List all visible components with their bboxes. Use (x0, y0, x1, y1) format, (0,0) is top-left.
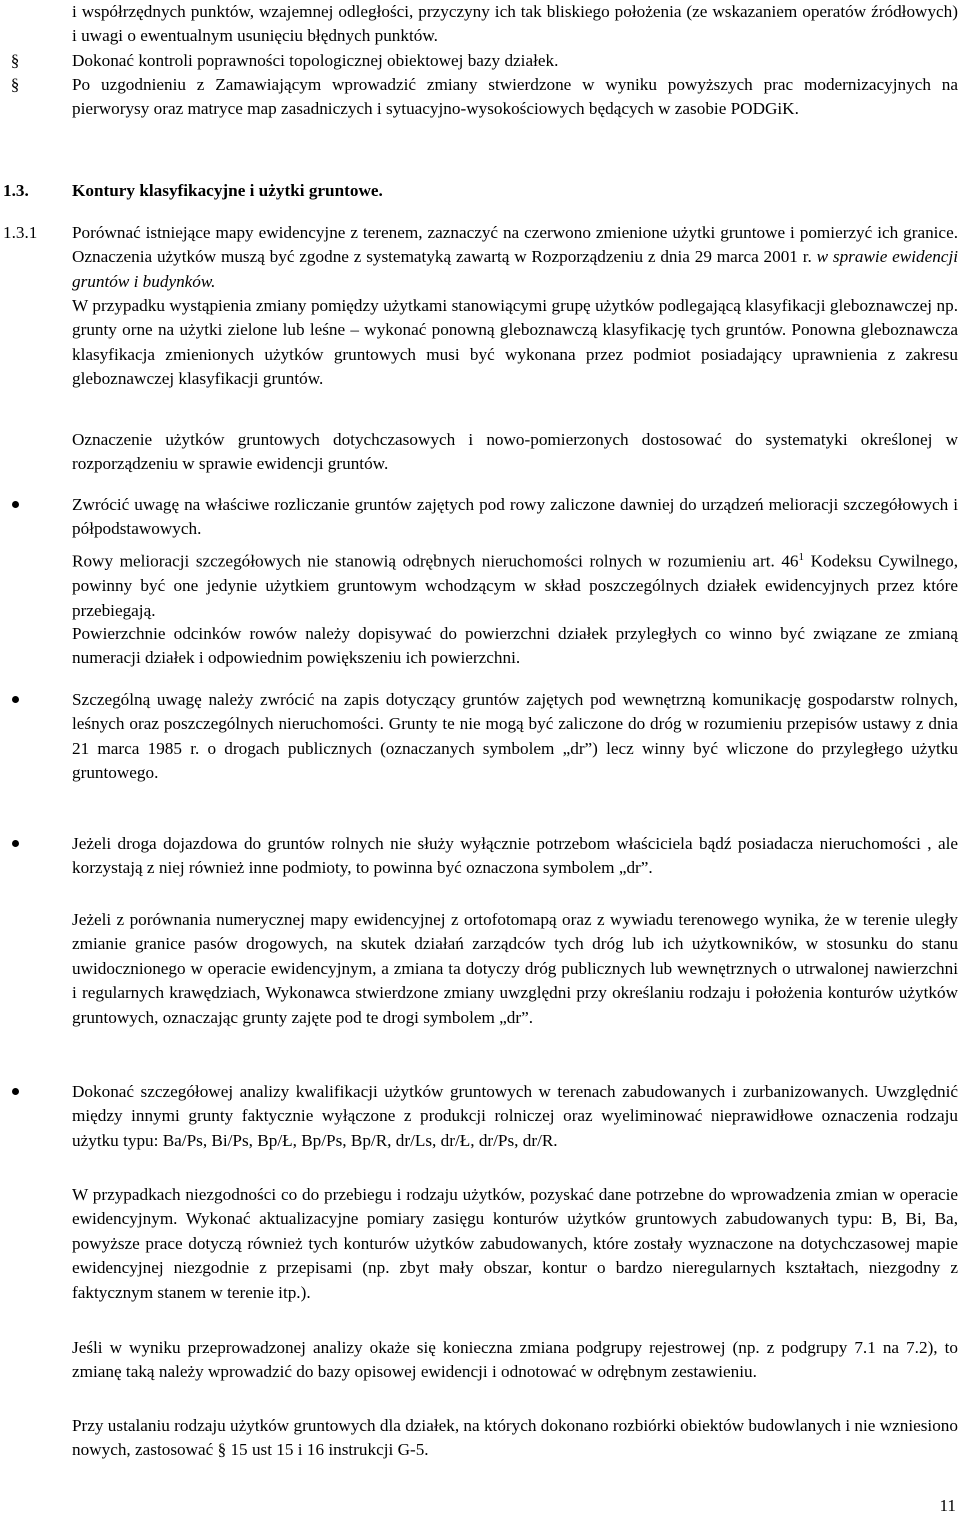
paragraph-discrepancies: W przypadkach niezgodności co do przebiegu i rodzaju użytków, pozyskać dane potrzebne do wprowadzenia zmian w operacie ewidencyjnym. Wykonać aktualizacyjne pomiary zasięgu konturów użytków gruntowych zabudowanych typu: B, Bi, Ba, powyższe prace dotyczą również tych konturów użytków zabudowanych, które zostały wyznaczone na dotychczasowej mapie ewidencyjnej niezgodnie z przepisami (np. zbyt mały obszar, kontur o bardzo nieregularnych kształtach, niezgodny z faktycznym stanem w terenie itp.). (72, 1185, 958, 1302)
paragraph-demolition: Przy ustalaniu rodzaju użytków gruntowych dla działek, na których dokonano rozbiórki obiektów budowlanych i nie wzniesiono nowych, zastosować § 15 ust 15 i 16 instrukcji G-5. (72, 1416, 958, 1460)
paragraph-compare-maps: Porównać istniejące mapy ewidencyjne z terenem, zaznaczyć na czerwono zmienione użytki gruntowe i pomierzyć ich granice. Oznaczenia użytków muszą być zgodne z systematyką zawartą w Rozporządzeniu z dnia 29 marca 2001 r. w sprawie ewidencji gruntów i budynków. (72, 223, 958, 291)
section-sign-marker: § (10, 51, 20, 70)
paragraph-register-subgroup: Jeśli w wyniku przeprowadzonej analizy okaże się konieczna zmiana podgrupy rejestrowej (np. z podgrupy 7.1 na 7.2), to zmianę taką należy wprowadzić do bazy opisowej ewidencji i odnotować w odrębnym zestawieniu. (72, 1338, 958, 1382)
bullet-icon (4, 688, 26, 703)
paragraph-ditches-ownership: Rowy melioracji szczegółowych nie stanowią odrębnych nieruchomości rolnych w rozumieniu art. $46^1$ Kodeksu Cywilnego, powinny być one jedynie użytkiem gruntowym wchodzącym w skład poszczególnych działek ewidencyjnych przez które przebiegają. (72, 551, 958, 620)
paragraph-ditches: Zwrócić uwagę na właściwe rozliczanie gruntów zajętych pod rowy zaliczone dawniej do urządzeń melioracji szczegółowych i półpodstawowych. (72, 495, 958, 539)
paragraph-urban-analysis: Dokonać szczegółowej analizy kwalifikacji użytków gruntowych w terenach zabudowanych i zurbanizowanych. Uwzględnić między innymi grunty faktycznie wyłączone z produkcji rolniczej oraz wyeliminować nieprawidłowe oznaczenia rodzaju użytku typu: Ba/Ps, Bi/Ps, Bp/Ł, Bp/Ps, Bp/R, dr/Ls, dr/Ł, dr/Ps, dr/R. (72, 1082, 958, 1150)
section-heading: Kontury klasyfikacyjne i użytki gruntowe. (72, 181, 383, 200)
paragraph-topology-check: Dokonać kontroli poprawności topologicznej obiektowej bazy działek. (72, 51, 559, 70)
paragraph-internal-roads: Szczególną uwagę należy zwrócić na zapis dotyczący gruntów zajętych pod wewnętrzną komunikację gospodarstw rolnych, leśnych oraz poszczególnych nieruchomości. Grunty te nie mogą być zaliczone do dróg w rozumieniu przepisów ustawy z dnia 21 marca 1985 r. o drogach publicznych (oznaczanych symbolem „dr”) lecz winny być wliczone do przyległego użytku gruntowego. (72, 690, 958, 783)
paragraph-road-boundaries: Jeżeli z porównania numerycznej mapy ewidencyjnej z ortofotomapą oraz z wywiadu terenowego wynika, że w terenie uległy zmianie granice pasów drogowych, na skutek działań zarządców tych dróg lub ich użytkowników, w stosunku do stanu uwidocznionego w operacie ewidencyjnym, a zmiana ta dotyczy dróg publicznych lub wewnętrznych o utrwalonej nawierzchni i regularnych krawędziach, Wykonawca stwierdzone zmiany uwzględni przy określaniu rodzaju i położenia konturów użytków gruntowych, oznaczając grunty zajęte pod te drogi symbolem „dr”. (72, 910, 958, 1027)
paragraph-reclassification: W przypadku wystąpienia zmiany pomiędzy użytkami stanowiącymi grupę użytków podlegającą klasyfikacji gleboznawczej np. grunty orne na użytki zielone lub leśne – wykonać ponowną gleboznawczą klasyfikację tych gruntów. Ponowna gleboznawcza klasyfikacja zmienionych użytków gruntowych musi być wykonana przez podmiot posiadający uprawnienia z zakresu gleboznawczej klasyfikacji gruntów. (72, 296, 958, 389)
paragraph-ditches-area: Powierzchnie odcinków rowów należy dopisywać do powierzchni działek przyległych co winno być związane ze zmianą numeracji działek i odpowiednim powiększeniu ich powierzchni. (72, 624, 958, 668)
paragraph-designation: Oznaczenie użytków gruntowych dotychczasowych i nowo-pomierzonych dostosować do systematyki określonej w rozporządzeniu w sprawie ewidencji gruntów. (72, 430, 958, 474)
section-number: 1.3. (3, 181, 29, 200)
section-sign-marker: § (10, 75, 20, 94)
subsection-number: 1.3.1 (3, 223, 38, 242)
paragraph-access-road: Jeżeli droga dojazdowa do gruntów rolnych nie służy wyłącznie potrzebom właściciela bądź posiadacza nieruchomości , ale korzystają z niej również inne podmioty, to powinna być oznaczona symbolem „dr”. (72, 834, 958, 878)
page-number: 11 (939, 1496, 956, 1515)
paragraph-agreement: Po uzgodnieniu z Zamawiającym wprowadzić zmiany stwierdzone w wyniku powyższych prac modernizacyjnych na pierworysy oraz matryce map zasadniczych i sytuacyjno-wysokościowych będących w zasobie PODGiK. (72, 75, 958, 119)
bullet-icon (4, 1080, 26, 1095)
bullet-icon (4, 832, 26, 847)
paragraph-coordinates: i współrzędnych punktów, wzajemnej odległości, przyczyny ich tak bliskiego położenia (ze wskazaniem operatów źródłowych) i uwagi o ewentualnym usunięciu błędnych punktów. (72, 2, 958, 46)
bullet-icon (4, 493, 26, 508)
